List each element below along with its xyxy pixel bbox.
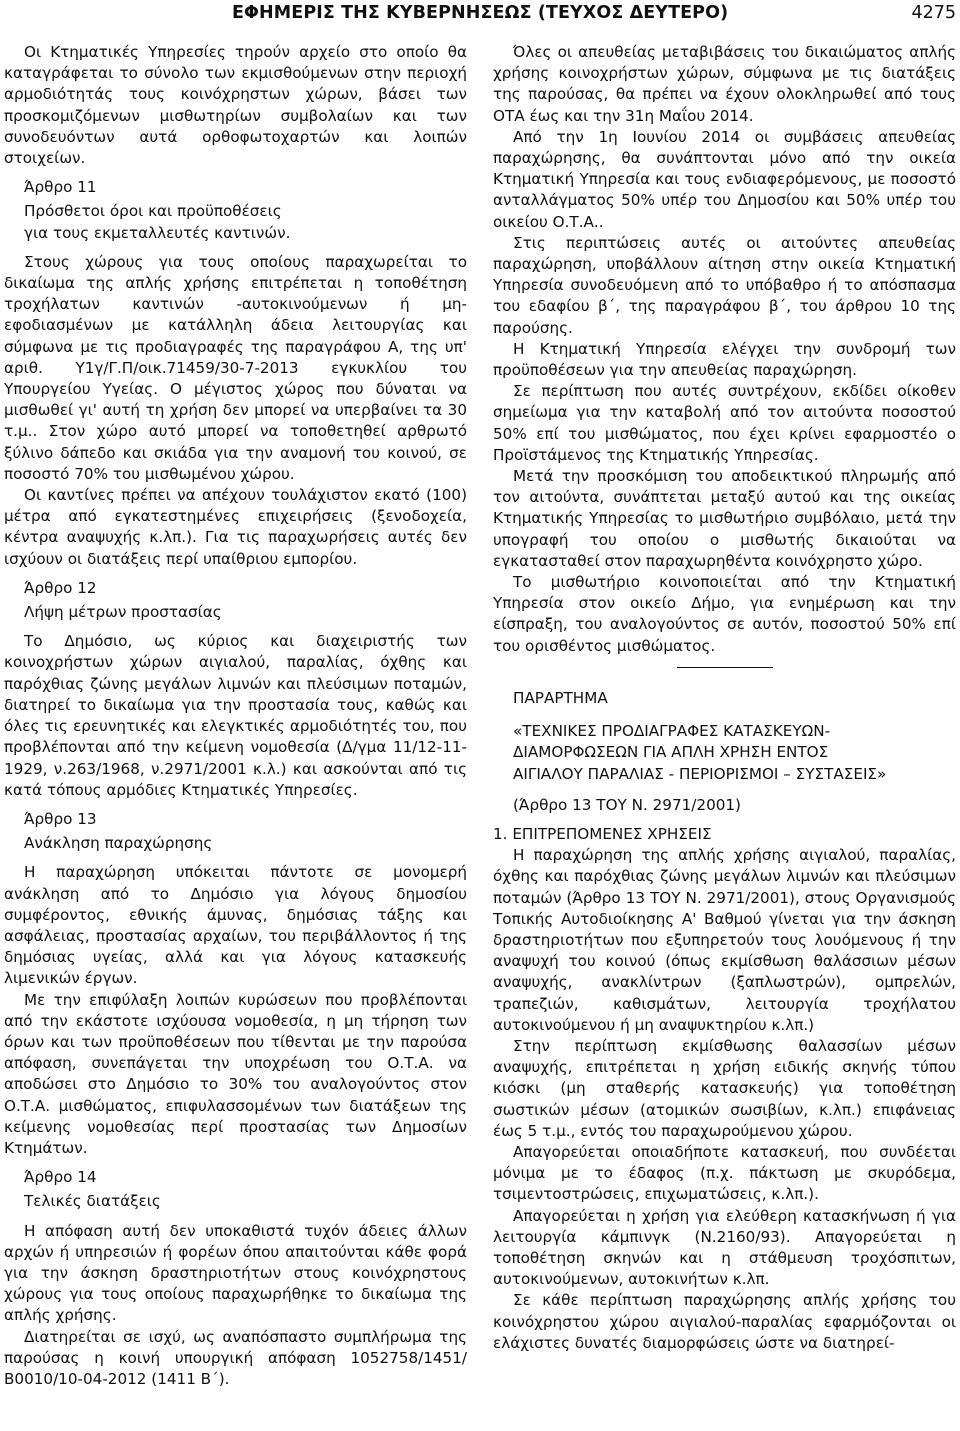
paragraph: Οι Κτηματικές Υπηρεσίες τηρούν αρχείο στο οποίο θα καταγράφεται το σύνολο των εκμισθούμενων στην περιοχή αρμοδιότητάς τους κοινόχρηστων χώρων, βάσει των προσκομιζόμενων μισθωτηρίων συμβολαίων και των συνοδευόντων αυτά ορθοφωτοχαρτών και λοιπών στοιχείων. [4,43,467,168]
article-11-number: Άρθρο 11 [24,178,97,197]
paragraph: Από την 1η Ιουνίου 2014 οι συμβάσεις απευθείας παραχώρησης, θα συνάπτονται μόνο από την οικεία Κτηματική Υπηρεσία και τους ενδιαφερόμενους, με ποσοστό ανταλλάγματος 50% υπέρ του Δημοσίου και 50% υπέρ του οικείου Ο.Τ.Α.. [493,127,956,231]
section-heading: 1. ΕΠΙΤΡΕΠΟΜΕΝΕΣ ΧΡΗΣΕΙΣ [493,824,712,843]
paragraph: Όλες οι απευθείας μεταβιβάσεις του δικαιώματος απλής χρήσης κοινοχρήστων χώρων, σύμφωνα με τις διατάξεις της παρούσας, θα πρέπει να έχουν ολοκληρωθεί από τους ΟΤΑ έως και την 31η Μαΐου 2014. [493,43,956,125]
paragraph: Μετά την προσκόμιση του αποδεικτικού πληρωμής από τον αιτούντα, συνάπτεται μεταξύ αυτού και της οικείας Κτηματικής Υπηρεσίας το μισθωτήριο συμβόλαιο, μετά την υπογραφή του οποίου ο μισθωτής δικαιούται να εγκατασταθεί στον παραχωρηθέντα κοινόχρηστο χώρο. [493,467,956,570]
article-11-title: Πρόσθετοι όροι και προϋποθέσεις [24,202,282,221]
right-column [493,42,956,1354]
gazette-title: ΕΦΗΜΕΡΙΣ ΤΗΣ ΚΥΒΕΡΝΗΣΕΩΣ (ΤΕΥΧΟΣ ΔΕΥΤΕΡΟ) [232,3,729,23]
paragraph: Σε περίπτωση που αυτές συντρέχουν, εκδίδει οίκοθεν σημείωμα για την καταβολή από τον αιτούντα ποσοστού 50% επί του μισθώματος, που έχει κρίνει εφαρμοστέο ο Προϊστάμενος της Κτηματικής Υπηρεσίας. [493,382,956,464]
paragraph: Η παραχώρηση της απλής χρήσης αιγιαλού, παραλίας, όχθης και παρόχθιας ζώνης μεγάλων λιμνών και πλεύσιμων ποταμών (Άρθρο 13 ΤΟΥ Ν. 2971/2001), στους Οργανισμούς Τοπικής Αυτοδιοίκησης Α' Βαθμού γίνεται για την άσκηση δραστηριοτήτων που εξυπηρετούν τους λουόμενους ή την αναψυχή του κοινού (όπως εκμίσθωση θαλάσσιων μέσων αναψυχής, ανακλίντρων (ξαπλωστρών), ομπρελών, τραπεζιών, καθισμάτων, λειτουργία τροχήλατου αυτοκινούμενου ή μη αναψυκτηρίου κ.λπ.) [493,846,956,1034]
paragraph: Το μισθωτήριο κοινοποιείται από την Κτηματική Υπηρεσία στον οικείο Δήμο, για ενημέρωση και την είσπραξη, του αναλογούντος σε αυτόν, ποσοστού 50% επί του ορισθέντος μισθώματος. [493,573,956,655]
paragraph: Το Δημόσιο, ως κύριος και διαχειριστής των κοινοχρήστων χώρων αιγιαλού, παραλίας, όχθης και παρόχθιας ζώνης μεγάλων λιμνών και πλεύσιμων ποταμών, διατηρεί το δικαίωμα για την προστασία τους, καθώς και όλες τις ερευνητικές και ελεγκτικές αρμοδιότητές του, που προβλέπονται από την κείμενη νομοθεσία (Δ/γμα 11/12-11-1929, ν.263/1968, ν.2971/2001 κ.λ.) και ασκούνται από τις κατά τόπους αρμόδιες Κτηματικές Υπηρεσίες. [4,632,467,799]
paragraph: Διατηρείται σε ισχύ, ως αναπόσπαστο συμπλήρωμα της παρούσας η κοινή υπουργική απόφαση 1052758/1451/Β0010/10-04-2012 (1411 Β΄). [4,1327,467,1388]
page-number: 4275 [911,3,956,23]
article-12-number: Άρθρο 12 [24,578,97,597]
paragraph: Απαγορεύεται οποιαδήποτε κατασκευή, που συνδέεται μόνιμα με το έδαφος (π.χ. πάκτωση με σκυρόδεμα, τσιμεντοστρώσεις, επιχωματώσεις, κ.λπ.). [493,1142,956,1204]
paragraph: Στους χώρους για τους οποίους παραχωρείται το δικαίωμα της απλής χρήσης επιτρέπεται η τοποθέτηση τροχήλατων καντινών -αυτοκινούμενων ή μη- εφοδιασμένων με κατάλληλη άδεια λειτουργίας και σύμφωνα με τις προδιαγραφές της παραγράφου Α, της υπ' αριθ. Υ1γ/Γ.Π/οικ.71459/30-7-2013 εγκυκλίου του Υπουργείου Υγείας. Ο μέγιστος χώρος που δύναται να μισθωθεί γι' αυτή τη χρήση δεν μπορεί να υπερβαίνει τα 30 τ.μ.. Στον χώρο αυτό μπορεί να τοποθετηθεί αρθρωτό ξύλινο δάπεδο και σκιάδα για την αναμονή του κοινού, σε ποσοστό 70% του μισθωμένου χώρου. [4,252,467,483]
annex-title-line-3: ΑΙΓΙΑΛΟΥ ΠΑΡΑΛΙΑΣ - ΠΕΡΙΟΡΙΣΜΟΙ – ΣΥΣΤΑΣΕΙΣ» [513,764,887,783]
article-14-title: Τελικές διατάξεις [24,1192,161,1211]
annex-title-line-2: ΔΙΑΜΟΡΦΩΣΕΩΝ ΓΙΑ ΑΠΛΗ ΧΡΗΣΗ ΕΝΤΟΣ [513,743,829,762]
annex-heading: ΠΑΡΑΡΤΗΜΑ [513,688,608,707]
annex-reference: (Άρθρο 13 ΤΟΥ Ν. 2971/2001) [513,795,741,814]
article-14-number: Άρθρο 14 [24,1168,97,1187]
separator-rule [677,667,773,668]
page-header [0,0,960,34]
article-11-title-cont: για τους εκμεταλλευτές καντινών. [24,223,291,242]
paragraph: Σε κάθε περίπτωση παραχώρησης απλής χρήσης του κοινόχρηστου χώρου αιγιαλού-παραλίας εφαρμόζονται οι ελάχιστες δυνατές διαμορφώσεις ώστε να διατηρεί- [493,1291,956,1352]
paragraph: Η Κτηματική Υπηρεσία ελέγχει την συνδρομή των προϋποθέσεων για την απευθείας παραχώρηση. [493,339,956,380]
left-column [4,42,467,1390]
paragraph: Η παραχώρηση υπόκειται πάντοτε σε μονομερή ανάκληση από το Δημόσιο για λόγους δημοσίου συμφέροντος, εθνικής άμυνας, δημόσιας τάξης και ασφάλειας, προστασίας αρχαίων, του περιβάλλοντος ή της δημόσιας υγείας, αλλά και για λόγους κατασκευής λιμενικών έργων. [4,863,467,988]
paragraph: Η απόφαση αυτή δεν υποκαθιστά τυχόν άδειες άλλων αρχών ή υπηρεσιών ή φορέων όπου απαιτούνται κάθε φορά για την άσκηση δραστηριοτήτων στους κοινόχρηστους χώρους για τους οποίους παραχωρήθηκε το δικαίωμα της απλής χρήσης. [4,1221,467,1325]
article-13-title: Ανάκληση παραχώρησης [24,834,213,853]
annex-title-line-1: «ΤΕΧΝΙΚΕΣ ΠΡΟΔΙΑΓΡΑΦΕΣ ΚΑΤΑΣΚΕΥΩΝ- [513,722,831,741]
paragraph: Με την επιφύλαξη λοιπών κυρώσεων που προβλέπονται από την εκάστοτε ισχύουσα νομοθεσία, η μη τήρηση των όρων και των προϋποθέσεων που τίθενται με την παρούσα απόφαση, συνεπάγεται την υποχρέωση του Ο.Τ.Α. να αποδώσει στο Δημόσιο το 30% του αναλογούντος στον Ο.Τ.Α. μισθώματος, επιφυλασσομένων των διατάξεων της κείμενης νομοθεσίας περί προστασίας των Δημοσίων Κτημάτων. [4,990,467,1157]
paragraph: Οι καντίνες πρέπει να απέχουν τουλάχιστον εκατό (100) μέτρα από εγκατεστημένες επιχειρήσεις (ξενοδοχεία, κέντρα αναψυχής κ.λπ.). Για τις παραχωρήσεις αυτές δεν ισχύουν οι διατάξεις περί υπαίθριου εμπορίου. [4,486,467,568]
paragraph: Απαγορεύεται η χρήση για ελεύθερη κατασκήνωση ή για λειτουργία κάμπινγκ (Ν.2160/93). Απαγορεύεται η τοποθέτηση σκηνών και η στάθμευση τροχόσπιτων, αυτοκινούμενων, αυτοκινήτων κ.λπ. [493,1206,956,1289]
paragraph: Στις περιπτώσεις αυτές οι αιτούντες απευθείας παραχώρηση, υποβάλλουν αίτηση στην οικεία Κτηματική Υπηρεσία συνοδευόμενη από το υπόβαθρο ή το απόσπασμα του εδαφίου β΄, της παραγράφου β΄, του άρθρου 10 της παρούσης. [493,233,956,337]
paragraph: Στην περίπτωση εκμίσθωσης θαλασσίων μέσων αναψυχής, επιτρέπεται η χρήση ειδικής σκηνής τύπου κιόσκι (μη σταθερής κατασκευής) για τοποθέτηση σωστικών μέσων (ατομικών σωσιβίων, κ.λπ.) επιφάνειας έως 5 τ.μ., εντός του παραχωρούμενου χώρου. [493,1036,956,1140]
article-12-title: Λήψη μέτρων προστασίας [24,603,222,622]
article-13-number: Άρθρο 13 [24,809,97,828]
